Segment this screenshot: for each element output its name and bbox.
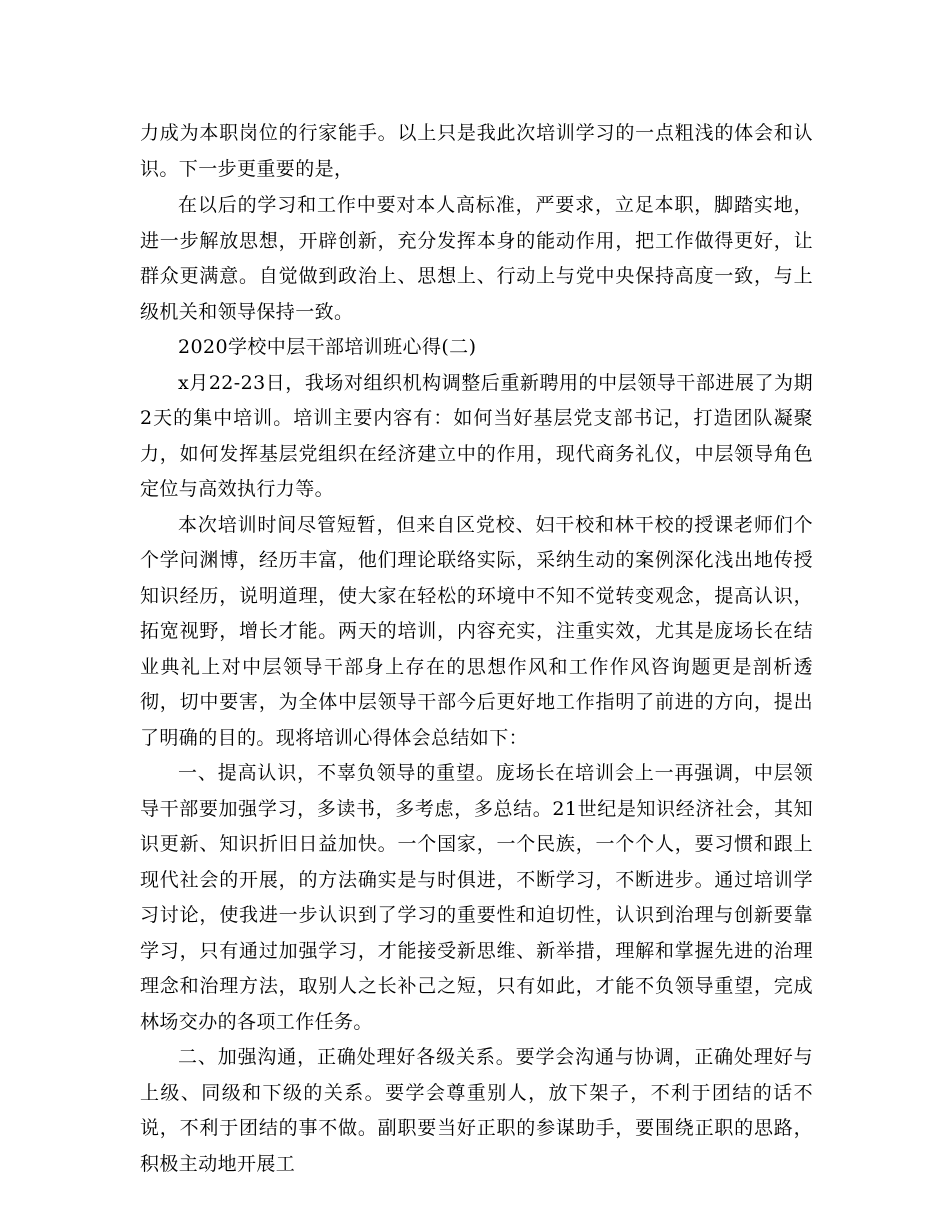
paragraph-point-one: 一、提高认识，不辜负领导的重望。庞场长在培训会上一再强调，中层领导干部要加强学习，多读书，多考虑，多总结。21世纪是知识经济社会，其知识更新、知识折旧日益加快。一个国家，一个民族，一个个人，要习惯和跟上现代社会的开展，的方法确实是与时俱进，不断学习，不断进步。通过培训学习讨论，使我进一步认识到了学习的重要性和迫切性，认识到治理与创新要靠学习，只有通过加强学习，才能接受新思维、新举措，理解和掌握先进的治理理念和治理方法，取别人之长补己之短，只有如此，才能不负领导重望，完成林场交办的各项工作任务。 [140, 762, 813, 1033]
section-title: 2020学校中层干部培训班心得(二) [178, 336, 477, 358]
paragraph-training-summary: 本次培训时间尽管短暂，但来自区党校、妇干校和林干校的授课老师们个个学问渊博，经历丰富，他们理论联络实际，采纳生动的案例深化浅出地传授知识经历，说明道理，使大家在轻松的环境中不知不觉转变观念，提高认识，拓宽视野，增长才能。两天的培训，内容充实，注重实效，尤其是庞场长在结业典礼上对中层领导干部身上存在的思想作风和工作作风咨询题更是剖析透彻，切中要害，为全体中层领导干部今后更好地工作指明了前进的方向，提出了明确的目的。现将培训心得体会总结如下： [140, 513, 813, 749]
paragraph-continuation: 力成为本职岗位的行家能手。以上只是我此次培训学习的一点粗浅的体会和认识。下一步更重要的是， [140, 122, 813, 180]
paragraph-point-two: 二、加强沟通，正确处理好各级关系。要学会沟通与协调，正确处理好与上级、同级和下级的关系。要学会尊重别人，放下架子，不利于团结的话不说，不利于团结的事不做。副职要当好正职的参谋助手，要围绕正职的思路，积极主动地开展工 [140, 1046, 813, 1175]
paragraph-training-intro: x月22-23日，我场对组织机构调整后重新聘用的中层领导干部进展了为期2天的集中培训。培训主要内容有：如何当好基层党支部书记，打造团队凝聚力，如何发挥基层党组织在经济建立中的作用，现代商务礼仪，中层领导角色定位与高效执行力等。 [140, 371, 813, 500]
paragraph-self-requirements: 在以后的学习和工作中要对本人高标准，严要求，立足本职，脚踏实地，进一步解放思想，开辟创新，充分发挥本身的能动作用，把工作做得更好，让群众更满意。自觉做到政治上、思想上、行动上与党中央保持高度一致，与上级机关和领导保持一致。 [140, 194, 813, 323]
paragraph-flow [140, 188, 813, 1182]
